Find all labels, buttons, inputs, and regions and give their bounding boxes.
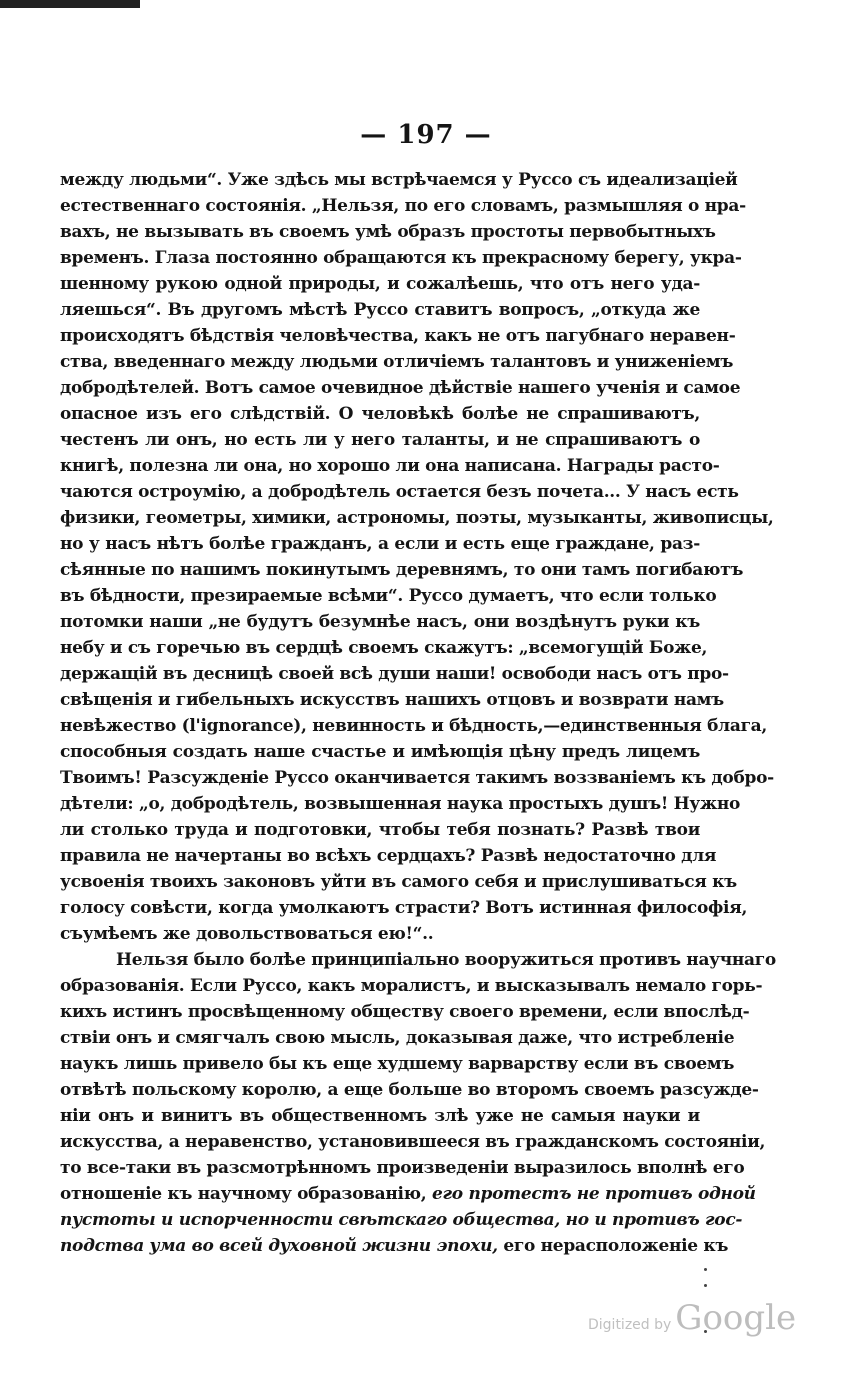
text-line: сѣянные по нашимъ покинутымъ деревнямъ, то они тамъ погибаютъ: [60, 560, 744, 580]
text-line-mixed: [60, 1233, 729, 1259]
text-line: невѣжество (l'ignorance), невинность и бѣдность,—единственныя блага,: [60, 716, 768, 736]
text-line-mixed: [60, 1181, 756, 1207]
text-line: временъ. Глаза постоянно обращаются къ прекрасному берегу, укра-: [60, 248, 742, 268]
page-number: — 197 —: [360, 120, 492, 150]
emphasized-text: подства ума во всей духовной жизни эпохи,: [60, 1236, 498, 1256]
text-line: кихъ истинъ просвѣщенному обществу своего времени, если впослѣд-: [60, 1002, 750, 1022]
text-line: небу и съ горечью въ сердцѣ своемъ скажутъ: „всемогущій Боже,: [60, 638, 708, 658]
text-line: ляешься“. Въ другомъ мѣстѣ Руссо ставитъ вопросъ, „откуда же: [60, 300, 700, 320]
text-line: ли столько труда и подготовки, чтобы тебя познать? Развѣ твои: [60, 820, 700, 840]
text-line: держащій въ десницѣ своей всѣ души наши! освободи насъ отъ про-: [60, 664, 729, 684]
plain-text: отношеніе къ научному образованію,: [60, 1184, 433, 1204]
text-line: между людьми“. Уже здѣсь мы встрѣчаемся у Руссо съ идеализаціей: [60, 170, 738, 190]
text-line: физики, геометры, химики, астрономы, поэты, музыканты, живописцы,: [60, 508, 774, 528]
text-line: шенному рукою одной природы, и сожалѣешь, что отъ него уда-: [60, 274, 700, 294]
text-line: наукъ лишь привело бы къ еще худшему варварству если въ своемъ: [60, 1054, 735, 1074]
text-line: образованія. Если Руссо, какъ моралистъ, и высказывалъ немало горь-: [60, 976, 763, 996]
text-line: опасное изъ его слѣдствій. О человѣкѣ болѣе не спрашиваютъ,: [60, 404, 700, 424]
text-line: чаются остроумію, а добродѣтель остается безъ почета... У насъ есть: [60, 482, 739, 502]
text-line: то все-таки въ разсмотрѣнномъ произведеніи выразилось вполнѣ его: [60, 1158, 745, 1178]
text-line: но у насъ нѣтъ болѣе гражданъ, а если и есть еще граждане, раз-: [60, 534, 700, 554]
digitized-watermark: [588, 1298, 796, 1338]
watermark-prefix: Digitized by: [588, 1317, 672, 1333]
text-line: добродѣтелей. Вотъ самое очевидное дѣйствіе нашего ученія и самое: [60, 378, 741, 398]
text-line: усвоенія твоихъ законовъ уйти въ самого себя и прислушиваться къ: [60, 872, 737, 892]
text-line: потомки наши „не будутъ безумнѣе насъ, они воздѣнутъ руки къ: [60, 612, 700, 632]
emphasized-line: пустоты и испорченности свѣтскаго общества, но и противъ гос-: [60, 1210, 743, 1230]
text-line: дѣтели: „о, добродѣтель, возвышенная наука простыхъ душъ! Нужно: [60, 794, 741, 814]
text-line-paragraph-end: съумѣемъ же довольствоваться ею!“..: [60, 924, 434, 944]
google-logo: Google: [675, 1298, 797, 1338]
text-line: искусства, а неравенство, установившееся въ гражданскомъ состояніи,: [60, 1132, 766, 1152]
emphasized-text: его протестъ не противъ одной: [432, 1184, 756, 1204]
top-edge-mark: [0, 0, 140, 8]
text-line: отвѣтѣ польскому королю, а еще больше во второмъ своемъ разсужде-: [60, 1080, 759, 1100]
text-line: Твоимъ! Разсужденіе Руссо оканчивается такимъ воззваніемъ къ добро-: [60, 768, 774, 788]
text-line: книгѣ, полезна ли она, но хорошо ли она написана. Награды расто-: [60, 456, 720, 476]
text-line: честенъ ли онъ, но есть ли у него таланты, и не спрашиваютъ о: [60, 430, 700, 450]
plain-text: его нерасположеніе къ: [497, 1236, 729, 1256]
text-line: голосу совѣсти, когда умолкаютъ страсти? Вотъ истинная философія,: [60, 898, 748, 918]
text-line: въ бѣдности, презираемые всѣми“. Руссо думаетъ, что если только: [60, 586, 717, 606]
text-line: способныя создать наше счастье и имѣющія цѣну предъ лицемъ: [60, 742, 700, 762]
text-line: ствіи онъ и смягчалъ свою мысль, доказывая даже, что истребленіе: [60, 1028, 735, 1048]
text-line: ніи онъ и винитъ въ общественномъ злѣ уже не самыя науки и: [60, 1106, 700, 1126]
text-line: вахъ, не вызывать въ своемъ умѣ образъ простоты первобытныхъ: [60, 222, 716, 242]
body-text: [60, 167, 776, 1259]
text-line: естественнаго состоянія. „Нельзя, по его словамъ, размышляя о нра-: [60, 196, 746, 216]
text-line-paragraph-start: Нельзя было болѣе принципіально вооружиться противъ научнаго: [116, 950, 776, 970]
text-line: происходятъ бѣдствія человѣчества, какъ не отъ пагубнаго неравен-: [60, 326, 736, 346]
scan-speck: [704, 1268, 707, 1271]
text-line: ства, введеннаго между людьми отличіемъ талантовъ и униженіемъ: [60, 352, 734, 372]
text-line: правила не начертаны во всѣхъ сердцахъ? Развѣ недостаточно для: [60, 846, 717, 866]
scan-speck: [704, 1284, 707, 1287]
text-line: свѣщенія и гибельныхъ искусствъ нашихъ отцовъ и возврати намъ: [60, 690, 724, 710]
